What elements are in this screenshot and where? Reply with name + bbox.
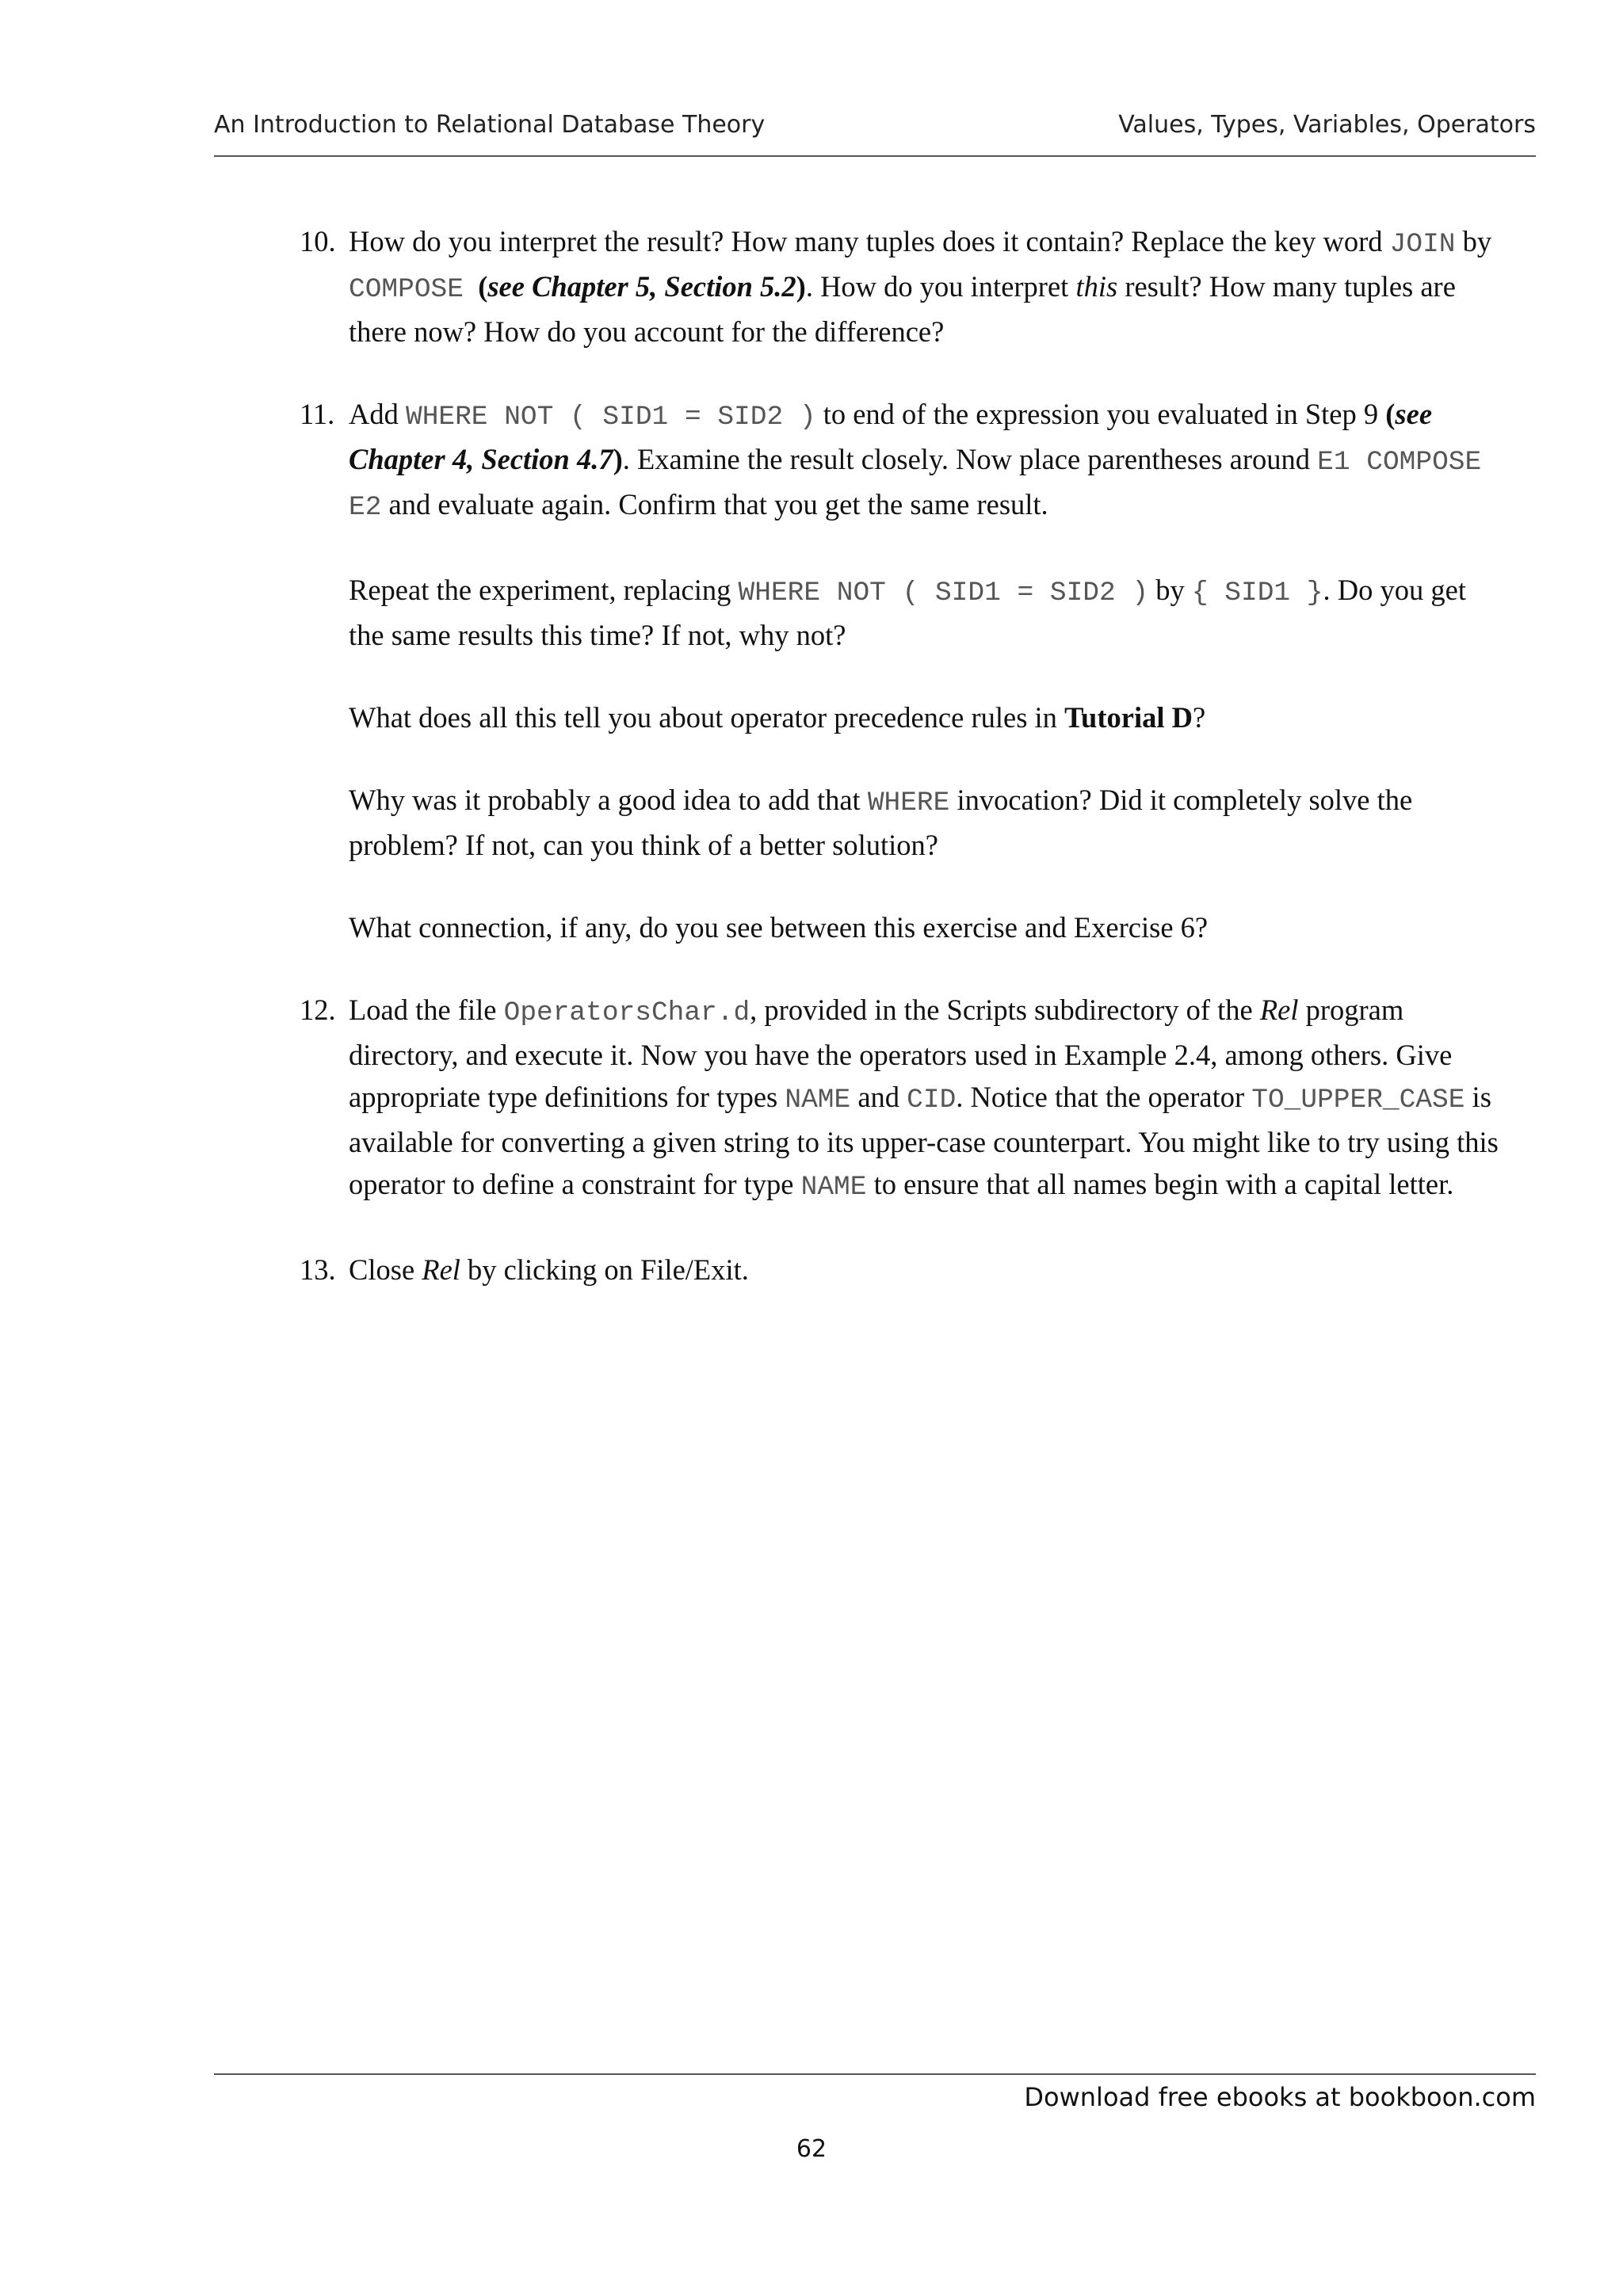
bold-text: ( (1385, 398, 1396, 430)
page-number: 62 (796, 2135, 827, 2163)
exercise-paragraph (349, 696, 1504, 738)
code: E1 COMPOSE E2 (349, 447, 1482, 523)
exercise-10 (300, 220, 1504, 353)
text: . Notice that the operator (956, 1081, 1252, 1113)
text: How do you interpret the result? How many tuples does it contain? Replace the key word (349, 225, 1390, 257)
text: by (1148, 574, 1192, 606)
exercise-number: 13. (300, 1253, 336, 1286)
text: . Do you get the same results this time? If not, why not? (349, 574, 1466, 651)
text: result? How many tuples are there now? How do you account for the difference? (349, 270, 1456, 348)
italic-text: Rel (1259, 994, 1299, 1026)
text: What does all this tell you about operator precedence rules in (349, 701, 1065, 734)
text: and (850, 1081, 907, 1113)
bold-text: Tutorial D (1064, 701, 1193, 734)
exercise-paragraph (349, 779, 1504, 866)
text: invocation? Did it completely solve the problem? If not, can you think of a better solution? (349, 784, 1413, 861)
exercise-number: 10. (300, 225, 336, 257)
exercise-13 (300, 1249, 1504, 1291)
code: WHERE NOT ( SID1 = SID2 ) (738, 578, 1149, 608)
code: WHERE NOT ( SID1 = SID2 ) (405, 402, 816, 433)
exercise-number: 11. (300, 398, 335, 430)
exercise-11 (300, 393, 1504, 948)
exercise-text (349, 220, 1504, 353)
bold-text: ( (478, 270, 488, 303)
code: WHERE (867, 788, 950, 818)
code: NAME (800, 1172, 867, 1203)
code: OperatorsChar.d (503, 997, 750, 1028)
code: TO_UPPER_CASE (1251, 1085, 1465, 1116)
header-book-title: An Introduction to Relational Database Theory (214, 111, 766, 139)
bold-text: ) (796, 270, 806, 303)
text: by clicking on File/Exit. (460, 1253, 749, 1286)
exercise-list (300, 220, 1504, 1331)
text: and evaluate again. Confirm that you get the same result. (381, 488, 1048, 521)
text (464, 270, 478, 303)
exercise-paragraph (349, 569, 1504, 656)
text: Add (349, 398, 406, 430)
bold-text: ) (613, 443, 623, 475)
exercise-text (349, 393, 1504, 528)
exercise-text (349, 1249, 1504, 1291)
code: { SID1 } (1191, 578, 1323, 608)
text: Repeat the experiment, replacing (349, 574, 739, 606)
text: Load the file (349, 994, 504, 1026)
text: program directory, and execute it. Now you have the operators used in Example 2.4, among others. Give appropriate type definitions for types (349, 994, 1453, 1113)
page-header (214, 111, 1536, 157)
exercise-text (349, 989, 1504, 1208)
header-chapter-title: Values, Types, Variables, Operators (1118, 111, 1536, 139)
code: NAME (785, 1085, 851, 1116)
chapter-reference: see Chapter 5, Section 5.2 (487, 270, 796, 303)
exercise-12 (300, 989, 1504, 1208)
italic-text: Rel (422, 1253, 460, 1286)
text: What connection, if any, do you see between this exercise and Exercise 6? (349, 911, 1209, 944)
code: COMPOSE (349, 274, 464, 305)
chapter-reference: see Chapter 4, Section 4.7 (349, 398, 1433, 475)
text: . Examine the result closely. Now place parentheses around (622, 443, 1318, 475)
code: JOIN (1389, 229, 1456, 260)
text: , provided in the Scripts subdirectory of the (750, 994, 1260, 1026)
exercise-paragraph (349, 906, 1504, 948)
text: to end of the expression you evaluated in Step 9 (815, 398, 1386, 430)
italic-text: this (1075, 270, 1118, 303)
text: Close (349, 1253, 422, 1286)
code: CID (907, 1085, 957, 1116)
text: to ensure that all names begin with a capital letter. (866, 1168, 1454, 1200)
text: . How do you interpret (805, 270, 1076, 303)
footer-download-link[interactable]: Download free ebooks at bookboon.com (1024, 2082, 1536, 2112)
text: Why was it probably a good idea to add that (349, 784, 868, 816)
text: is available for converting a given string to its upper-case counterpart. You might like to try using this operator to define a constraint for type (349, 1081, 1499, 1200)
text: by (1455, 225, 1492, 257)
exercise-number: 12. (300, 994, 336, 1026)
footer-divider (214, 2073, 1536, 2075)
text: ? (1192, 701, 1206, 734)
